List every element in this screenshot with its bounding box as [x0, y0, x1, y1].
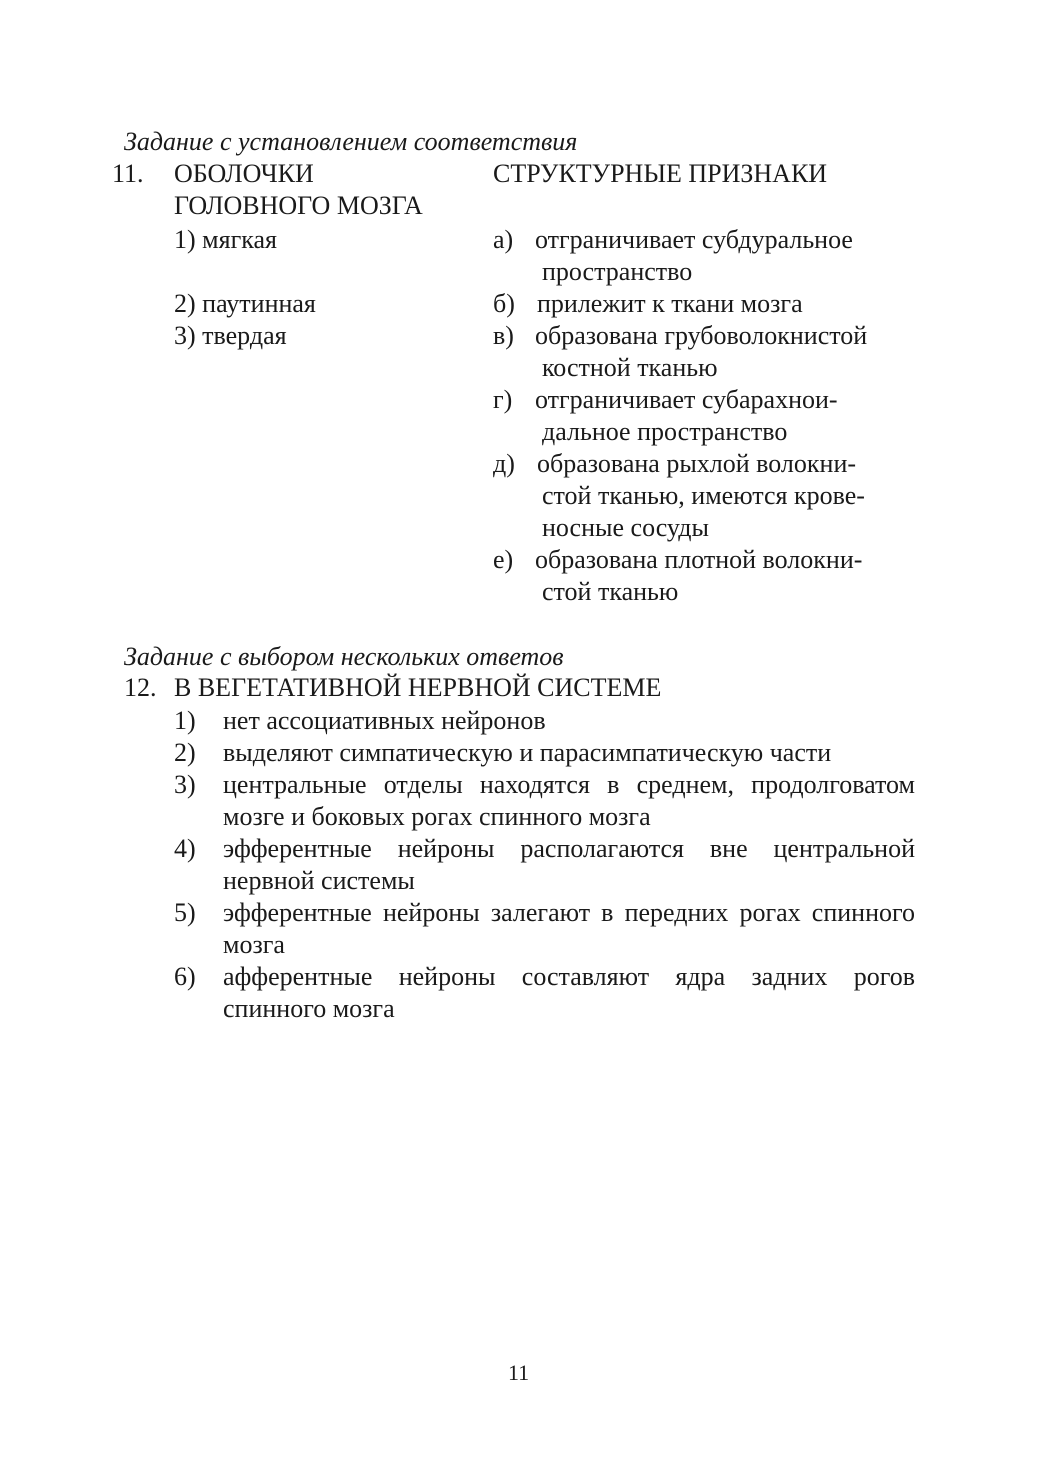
option-text: нет ассоциативных нейронов [223, 706, 546, 735]
option-text: афферентные нейроны составляют ядра задних рогов спинного мозга [223, 962, 915, 1023]
task-type-multiple-choice: Задание с выбором нескольких ответов [124, 642, 564, 671]
right-item-text: дальное пространство [542, 417, 788, 446]
option-number: 4) [174, 834, 196, 863]
option-text: центральные отделы находятся в среднем, продолговатом мозге и боковых рогах спинного мозга [223, 770, 915, 831]
right-item-letter: е) [493, 545, 514, 574]
option-number: 3) [174, 770, 196, 799]
right-item-text: стой тканью, имеются крове- [542, 481, 865, 510]
right-item-text: пространство [542, 257, 693, 286]
option-text: эфферентные нейроны залегают в передних рогах спинного мозга [223, 898, 915, 959]
right-item-letter: д) [493, 449, 515, 478]
right-item-text: образована плотной волокни- [535, 545, 863, 574]
option-number: 5) [174, 898, 196, 927]
right-item-text: образована грубоволокнистой [535, 321, 868, 350]
left-item: 2) паутинная [174, 289, 316, 318]
left-column-header: ОБОЛОЧКИ [174, 159, 314, 188]
right-column-header: СТРУКТУРНЫЕ ПРИЗНАКИ [493, 159, 828, 188]
option-number: 2) [174, 738, 196, 767]
right-item-letter: а) [493, 225, 514, 254]
right-item-text: отграничивает субдуральное [535, 225, 853, 254]
left-column-header-line2: ГОЛОВНОГО МОЗГА [174, 191, 423, 220]
option-number: 1) [174, 706, 196, 735]
right-item-text: прилежит к ткани мозга [537, 289, 803, 318]
right-item-letter: в) [493, 321, 514, 350]
option-text: эфферентные нейроны располагаются вне центральной нервной системы [223, 834, 915, 895]
right-item-text: стой тканью [542, 577, 679, 606]
option-number: 6) [174, 962, 196, 991]
right-item-text: костной тканью [542, 353, 718, 382]
right-item-text: носные сосуды [542, 513, 709, 542]
task-type-matching: Задание с установлением соответствия [124, 127, 578, 156]
right-item-letter: г) [493, 385, 513, 414]
question-number: 12. [124, 673, 157, 702]
right-item-text: образована рыхлой волокни- [537, 449, 857, 478]
right-item-letter: б) [493, 289, 515, 318]
option-text: выделяют симпатическую и парасимпатическую части [223, 738, 832, 767]
question-number: 11. [112, 159, 144, 188]
question-title: В ВЕГЕТАТИВНОЙ НЕРВНОЙ СИСТЕМЕ [174, 673, 662, 702]
page-number: 11 [508, 1360, 530, 1385]
right-item-text: отграничивает субарахнои- [535, 385, 838, 414]
left-item: 1) мягкая [174, 225, 277, 254]
left-item: 3) твердая [174, 321, 287, 350]
